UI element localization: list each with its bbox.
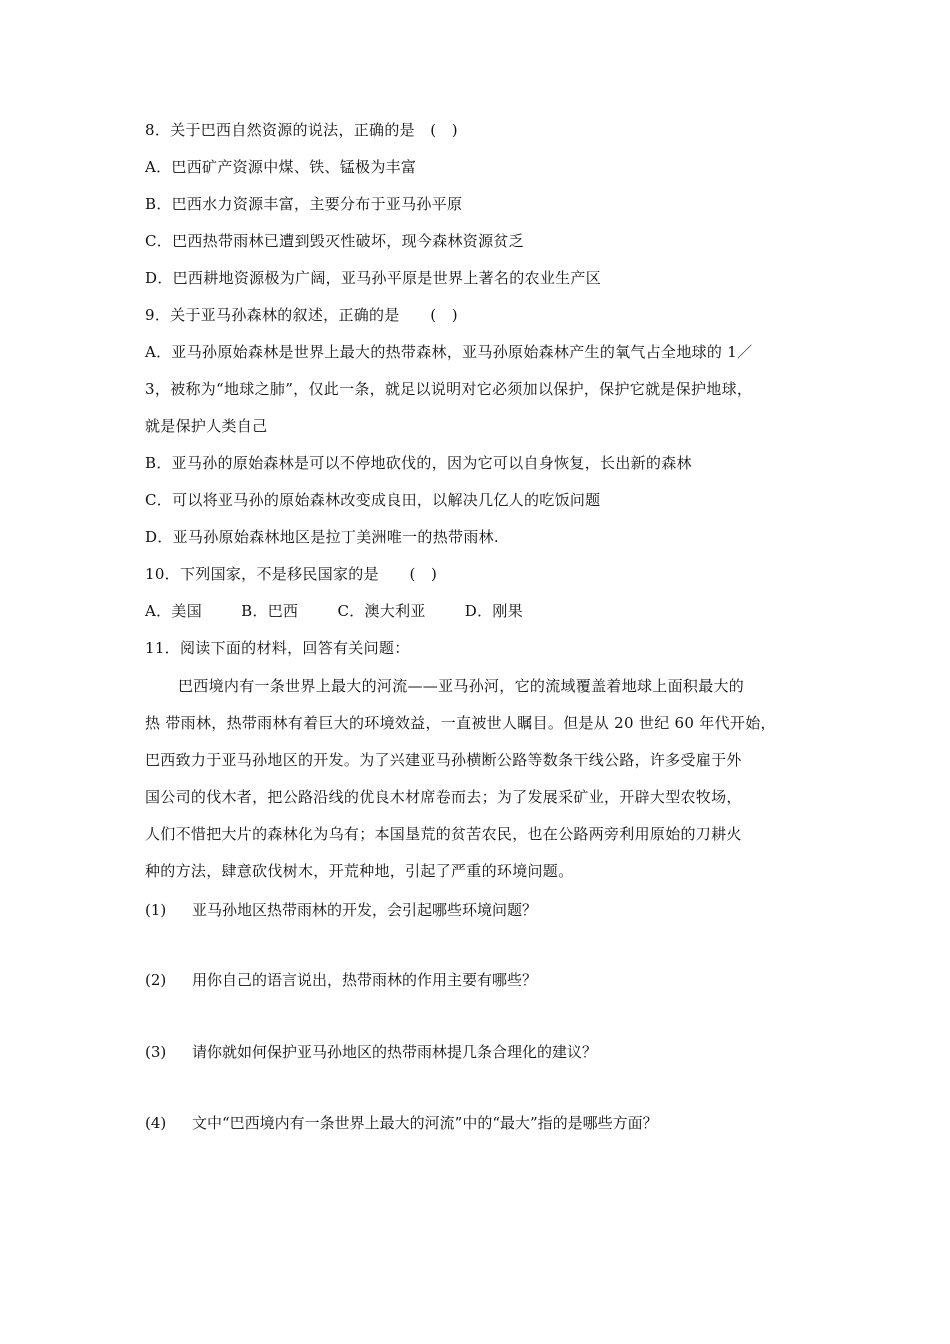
q8-stem: 8．关于巴西自然资源的说法，正确的是 ( ) bbox=[145, 121, 458, 139]
q9-option-c: C．可以将亚马孙的原始森林改变成良田，以解决几亿人的吃饭问题 bbox=[145, 491, 601, 509]
q9-option-a-line2: 3，被称为“地球之肺”，仅此一条，就足以说明对它必须加以保护，保护它就是保护地球， bbox=[145, 380, 753, 398]
q11-sub3-number: (3) bbox=[145, 1043, 167, 1061]
q9-option-a-line1: A．亚马孙原始森林是世界上最大的热带森林，亚马孙原始森林产生的氧气占全地球的 1／ bbox=[145, 343, 753, 361]
q11-sub2-number: (2) bbox=[145, 971, 167, 989]
q8-option-d: D．巴西耕地资源极为广阔，亚马孙平原是世界上著名的农业生产区 bbox=[145, 269, 602, 287]
q10-option-b: B．巴西 bbox=[241, 602, 299, 620]
q11-sub4-text: 文中“巴西境内有一条世界上最大的河流”中的“最大”指的是哪些方面？ bbox=[192, 1114, 658, 1132]
q11-sub1-text: 亚马孙地区热带雨林的开发，会引起哪些环境问题？ bbox=[192, 901, 538, 919]
q11-sub1-number: (1) bbox=[145, 901, 167, 919]
q8-option-b: B．巴西水力资源丰富，主要分布于亚马孙平原 bbox=[145, 195, 463, 213]
q9-option-d: D．亚马孙原始森林地区是拉丁美洲唯一的热带雨林. bbox=[145, 528, 499, 546]
q11-passage-line1: 巴西境内有一条世界上最大的河流——亚马孙河，它的流域覆盖着地球上面积最大的 bbox=[178, 677, 745, 695]
q10-option-c: C．澳大利亚 bbox=[337, 602, 426, 620]
q10-options bbox=[145, 601, 825, 621]
q10-stem: 10．下列国家，不是移民国家的是 ( ) bbox=[145, 565, 438, 583]
q11-passage-line3: 巴西致力于亚马孙地区的开发。为了兴建亚马孙横断公路等数条干线公路，许多受雇于外 bbox=[145, 751, 742, 769]
q9-option-b: B．亚马孙的原始森林是可以不停地砍伐的，因为它可以自身恢复，长出新的森林 bbox=[145, 454, 692, 472]
q10-option-d: D．刚果 bbox=[464, 602, 524, 620]
q11-sub4-number: (4) bbox=[145, 1114, 167, 1132]
q11-sub2-text: 用你自己的语言说出，热带雨林的作用主要有哪些？ bbox=[192, 971, 538, 989]
q11-passage-line5: 人们不惜把大片的森林化为乌有；本国垦荒的贫苦农民，也在公路两旁利用原始的刀耕火 bbox=[145, 825, 742, 843]
q11-passage-line6: 种的方法，肆意砍伐树木，开荒种地，引起了严重的环境问题。 bbox=[145, 862, 574, 880]
q11-passage-line2: 热 带雨林，热带雨林有着巨大的环境效益，一直被世人瞩目。但是从 20 世纪 60 年代开始， bbox=[145, 714, 776, 732]
q11-stem: 11．阅读下面的材料，回答有关问题： bbox=[145, 639, 410, 657]
q11-sub3-text: 请你就如何保护亚马孙地区的热带雨林提几条合理化的建议？ bbox=[192, 1043, 598, 1061]
q9-stem: 9．关于亚马孙森林的叙述，正确的是 ( ) bbox=[145, 306, 458, 324]
q10-option-a: A．美国 bbox=[145, 602, 203, 620]
q8-option-c: C．巴西热带雨林已遭到毁灭性破坏，现今森林资源贫乏 bbox=[145, 232, 524, 250]
q11-passage-line4: 国公司的伐木者，把公路沿线的优良木材席卷而去；为了发展采矿业，开辟大型农牧场， bbox=[145, 788, 742, 806]
q8-option-a: A．巴西矿产资源中煤、铁、锰极为丰富 bbox=[145, 158, 417, 176]
q9-option-a-line3: 就是保护人类自己 bbox=[145, 417, 268, 435]
